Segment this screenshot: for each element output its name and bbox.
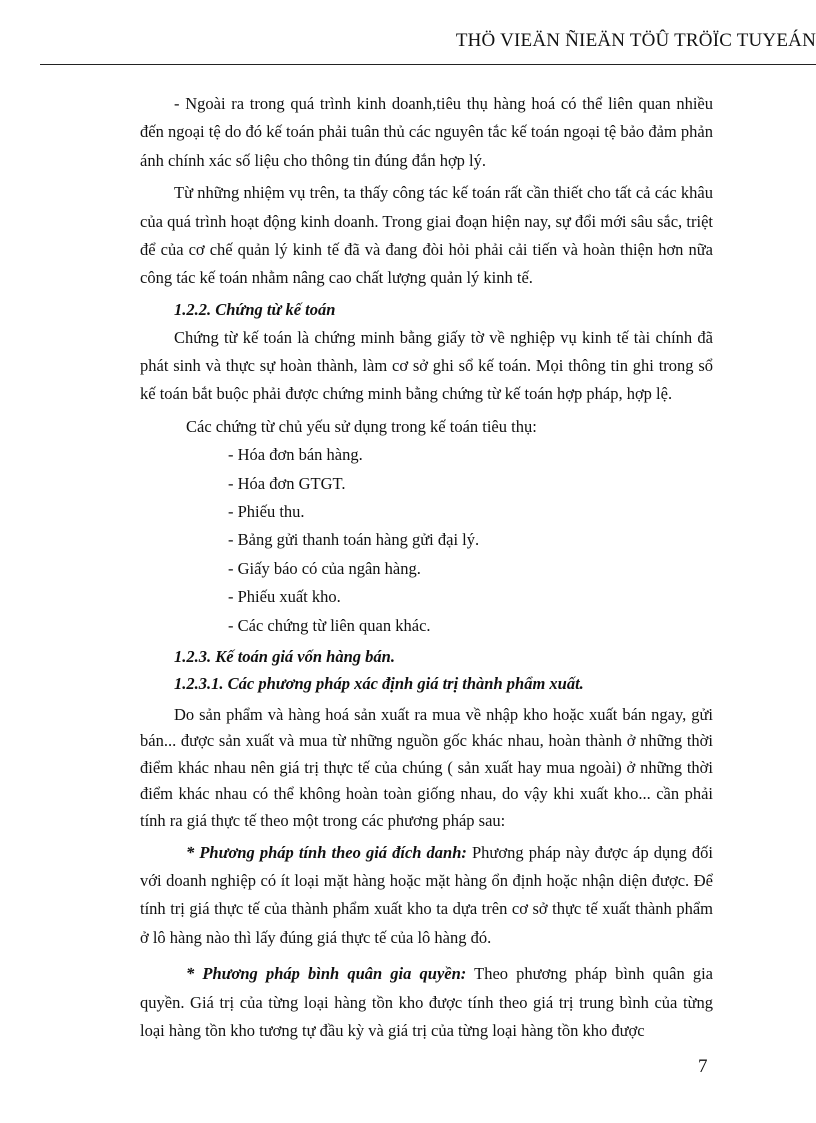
paragraph-foreign-currency: - Ngoài ra trong quá trình kinh doanh,tiêu thụ hàng hoá có thể liên quan nhiều đến ngoại tệ do đó kế toán phải tuân thủ các nguyên tắc kế toán ngoại tệ bảo đảm phản ánh chính xác số liệu cho thông tin đúng đắn hợp lý. [140, 94, 713, 170]
method-label: * Phương pháp tính theo giá đích danh: [186, 842, 467, 862]
running-header: THÖ VIEÄN ÑIEÄN TÖÛ TRÖÏC TUYEÁN [455, 30, 816, 51]
heading-1-2-3-1: 1.2.3.1. Các phương pháp xác định giá trị thành phẩm xuất. [174, 673, 584, 693]
paragraph-weighted-average [140, 960, 713, 1045]
method-label: * Phương pháp bình quân gia quyền: [186, 964, 467, 984]
paragraph-accounting-role: Từ những nhiệm vụ trên, ta thấy công tác kế toán rất cần thiết cho tất cả các khâu của quá trình hoạt động kinh doanh. Trong giai đoạn hiện nay, sự đổi mới sâu sắc, triệt để của cơ chế quản lý kinh tế đã và đang đòi hỏi phải cải tiến và hoàn thiện hơn nữa công tác kế toán nhằm nâng cao chất lượng quản lý kinh tế. [140, 183, 713, 288]
list-item: - Bảng gửi thanh toán hàng gửi đại lý. [228, 530, 480, 550]
list-item: - Phiếu thu. [228, 502, 305, 522]
list-item: - Hóa đơn GTGT. [228, 473, 346, 493]
list-item: - Giấy báo có của ngân hàng. [228, 558, 421, 578]
list-item: - Hóa đơn bán hàng. [228, 445, 363, 465]
paragraph-valuation-intro: Do sản phẩm và hàng hoá sản xuất ra mua về nhập kho hoặc xuất bán ngay, gửi bán... được sản xuất và mua từ những nguồn gốc khác nhau, hoàn thành ở những thời điểm khác nhau nên giá trị thực tế của chúng ( sản xuất hay mua ngoài) ở những thời điểm khác nhau có thể không hoàn toàn giống nhau, do vậy khi xuất kho... cần phải tính ra giá thực tế theo một trong các phương pháp sau: [140, 704, 713, 831]
paragraph-specific-identification [140, 839, 713, 953]
list-item: - Các chứng từ liên quan khác. [228, 615, 431, 635]
header-rule [40, 64, 816, 65]
method-text: Phương pháp này được áp dụng đối với doanh nghiệp có ít loại mặt hàng hoặc mặt hàng ổn định hoặc nhận diện được. Để tính trị giá thực tế của thành phẩm xuất kho ta dựa trên cơ sở thực tế xuất thành phẩm ở lô hàng nào thì lấy đúng giá thực tế của lô hàng đó. [140, 842, 713, 947]
documents-list [140, 441, 713, 640]
paragraph-vouchers-definition: Chứng từ kế toán là chứng minh bằng giấy tờ về nghiệp vụ kinh tế tài chính đã phát sinh và thực sự hoàn thành, làm cơ sở ghi sổ kế toán. Mọi thông tin ghi trong sổ kế toán bắt buộc phải được chứng minh bằng chứng từ kế toán hợp pháp, hợp lệ. [140, 327, 713, 404]
documents-list-intro: Các chứng từ chủ yếu sử dụng trong kế toán tiêu thụ: [186, 416, 537, 436]
page-number: 7 [698, 1056, 708, 1077]
method-text: Theo phương pháp bình quân gia quyền. Giá trị của từng loại hàng tồn kho được tính theo giá trị trung bình của từng loại hàng tồn kho tương tự đầu kỳ và giá trị của từng loại hàng tồn kho được [140, 964, 713, 1041]
page-body [140, 90, 713, 1046]
heading-1-2-3: 1.2.3. Kế toán giá vốn hàng bán. [174, 647, 395, 667]
heading-1-2-2: 1.2.2. Chứng từ kế toán [174, 299, 336, 319]
list-item: - Phiếu xuất kho. [228, 587, 341, 607]
